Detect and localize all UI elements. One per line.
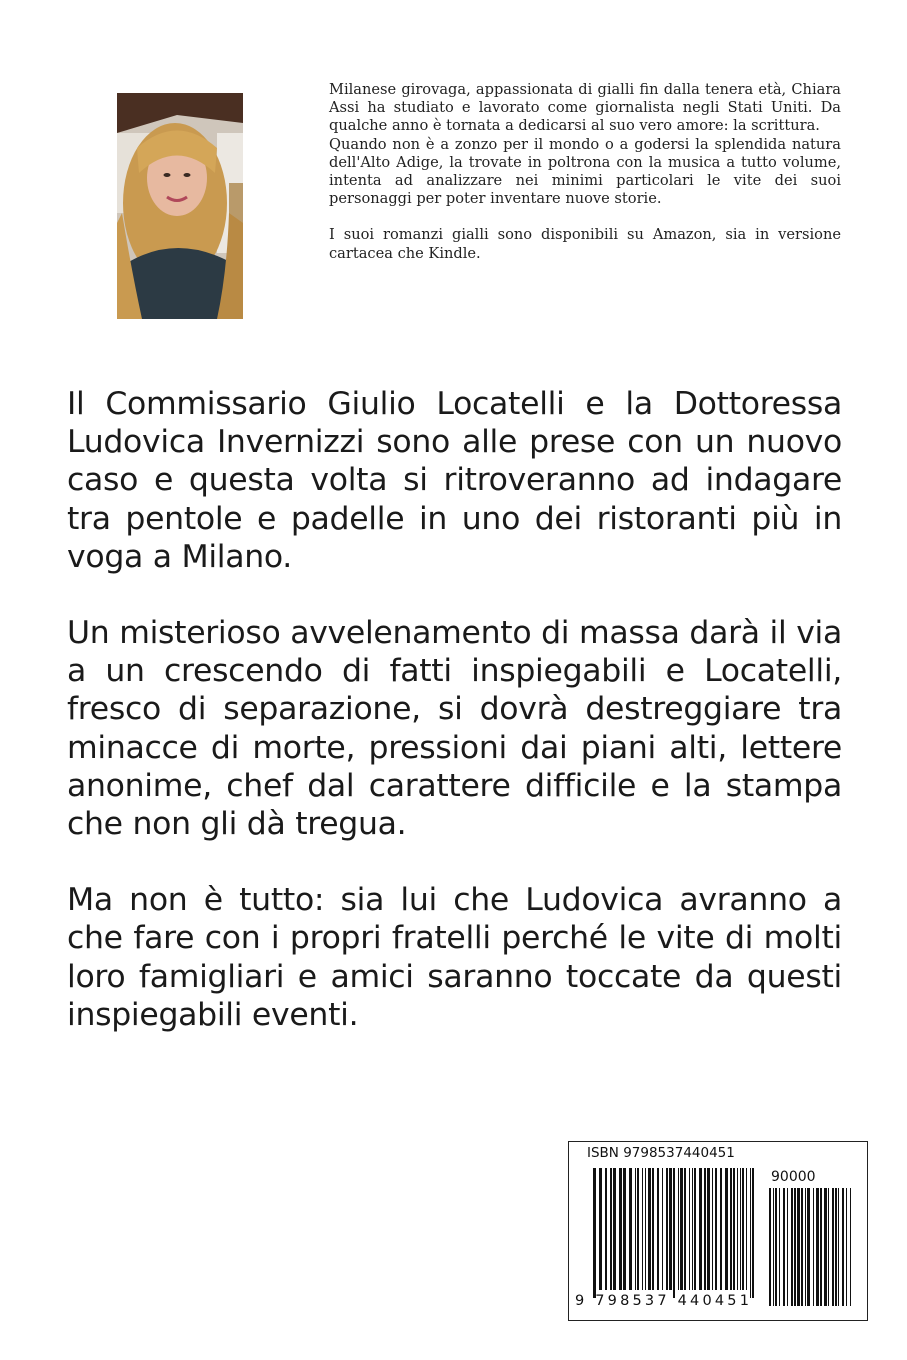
barcode-bar [610,1168,612,1290]
barcode-bar [657,1168,659,1290]
barcode-bar [692,1168,693,1290]
barcode-bar [775,1188,777,1306]
barcode-bar [673,1168,675,1298]
barcode-bar [733,1168,735,1290]
barcode-bar [623,1168,626,1290]
ean-digits: 9 798537 440451 [575,1293,753,1309]
barcode-bar [669,1168,672,1290]
barcode-bar [720,1168,722,1290]
barcode-bar [832,1188,834,1306]
barcode-bar [619,1168,622,1290]
barcode-bar [699,1168,702,1290]
barcode-bar [750,1168,751,1298]
barcode-bar [707,1168,710,1290]
barcode-bar [715,1168,717,1290]
barcode-bar [805,1188,806,1306]
author-bio [329,81,841,263]
barcode-bar [605,1168,607,1290]
isbn-label: ISBN 9798537440451 [587,1145,735,1161]
barcode-bar [820,1188,822,1306]
barcode-bar [599,1168,602,1290]
barcode-bar [680,1168,683,1290]
barcode-bar [629,1168,632,1290]
barcode-bar [662,1168,663,1290]
price-code: 90000 [771,1169,816,1185]
barcode-bar [794,1188,796,1306]
barcode-bar [635,1168,636,1290]
barcode-bar [678,1168,679,1290]
blurb-paragraph: Ma non è tutto: sia lui che Ludovica avranno a che fare con i propri fratelli perché le vite di molti loro famigliari e amici saranno toccate da questi inspiegabili eventi. [67,882,842,1033]
barcode-bar [807,1188,810,1306]
barcode-bar [648,1168,651,1290]
author-portrait-image [117,93,243,319]
blurb-paragraph: Il Commissario Giulio Locatelli e la Dottoressa Ludovica Invernizzi sono alle prese con un nuovo caso e questa volta si ritroveranno ad indagare tra pentole e padelle in uno dei ristoranti più in voga a Milano. [67,386,842,575]
book-blurb [67,385,842,1072]
barcode-bar [642,1168,643,1290]
barcode-bar [779,1188,780,1306]
author-bio-paragraph: Quando non è a zonzo per il mondo o a godersi la splendida natura dell'Alto Adige, la trovate in poltrona con la musica a tutto volume, intenta ad analizzare nei minimi particolari le vite dei suoi personaggi per poter inventare nuove storie. [329,135,841,208]
barcode-bar [740,1168,741,1290]
barcode-bar [842,1188,844,1306]
barcode-bar [835,1188,837,1306]
barcode-bar [704,1168,706,1290]
barcode-bar [666,1168,668,1290]
barcode-bar [725,1168,728,1290]
barcode-bar [787,1188,788,1306]
barcode-bar [791,1188,793,1306]
author-bio-paragraph: I suoi romanzi gialli sono disponibili su Amazon, sia in versione cartacea che Kindle. [329,226,841,262]
barcode-bar [730,1168,732,1290]
barcode-bar [816,1188,819,1306]
barcode-bar [689,1168,690,1290]
barcode-bar [838,1188,839,1306]
barcode-bar [652,1168,654,1290]
barcode-bar [645,1168,646,1290]
barcode-bar [593,1168,596,1298]
barcode-bar [783,1188,785,1306]
blurb-paragraph: Un misterioso avvelenamento di massa darà il via a un crescendo di fatti inspiegabili e Locatelli, fresco di separazione, si dovrà destreggiare tra minacce di morte, pressioni dai piani alti, lettere anonime, chef dal carattere difficile e la stampa che non gli dà tregua. [67,615,842,843]
barcode-bar [746,1168,747,1290]
barcode-bar [694,1168,696,1290]
barcode-bar [637,1168,639,1290]
barcode-bar [797,1188,800,1306]
barcode-bar [828,1188,829,1306]
barcode-bar [742,1168,744,1290]
author-photo [117,93,243,319]
barcode-bar [769,1188,771,1306]
barcode-bar [813,1188,814,1306]
barcode-bar [684,1168,686,1290]
barcode-bar [773,1188,774,1306]
barcode-bar [801,1188,803,1306]
barcode-bar [824,1188,827,1306]
isbn-barcode-box [568,1141,868,1321]
barcode-bar [737,1168,738,1290]
ean-barcode-bars [593,1168,754,1298]
barcode-bar [613,1168,616,1290]
barcode-bar [850,1188,851,1306]
barcode-bar [846,1188,847,1306]
barcode-bar [752,1168,754,1298]
barcode-bar [712,1168,713,1290]
author-bio-paragraph: Milanese girovaga, appassionata di gialli fin dalla tenera età, Chiara Assi ha studiato e lavorato come giornalista negli Stati Uniti. Da qualche anno è tornata a dedicarsi al suo vero amore: la scrittura. [329,81,841,135]
addon-barcode-bars [769,1188,851,1306]
